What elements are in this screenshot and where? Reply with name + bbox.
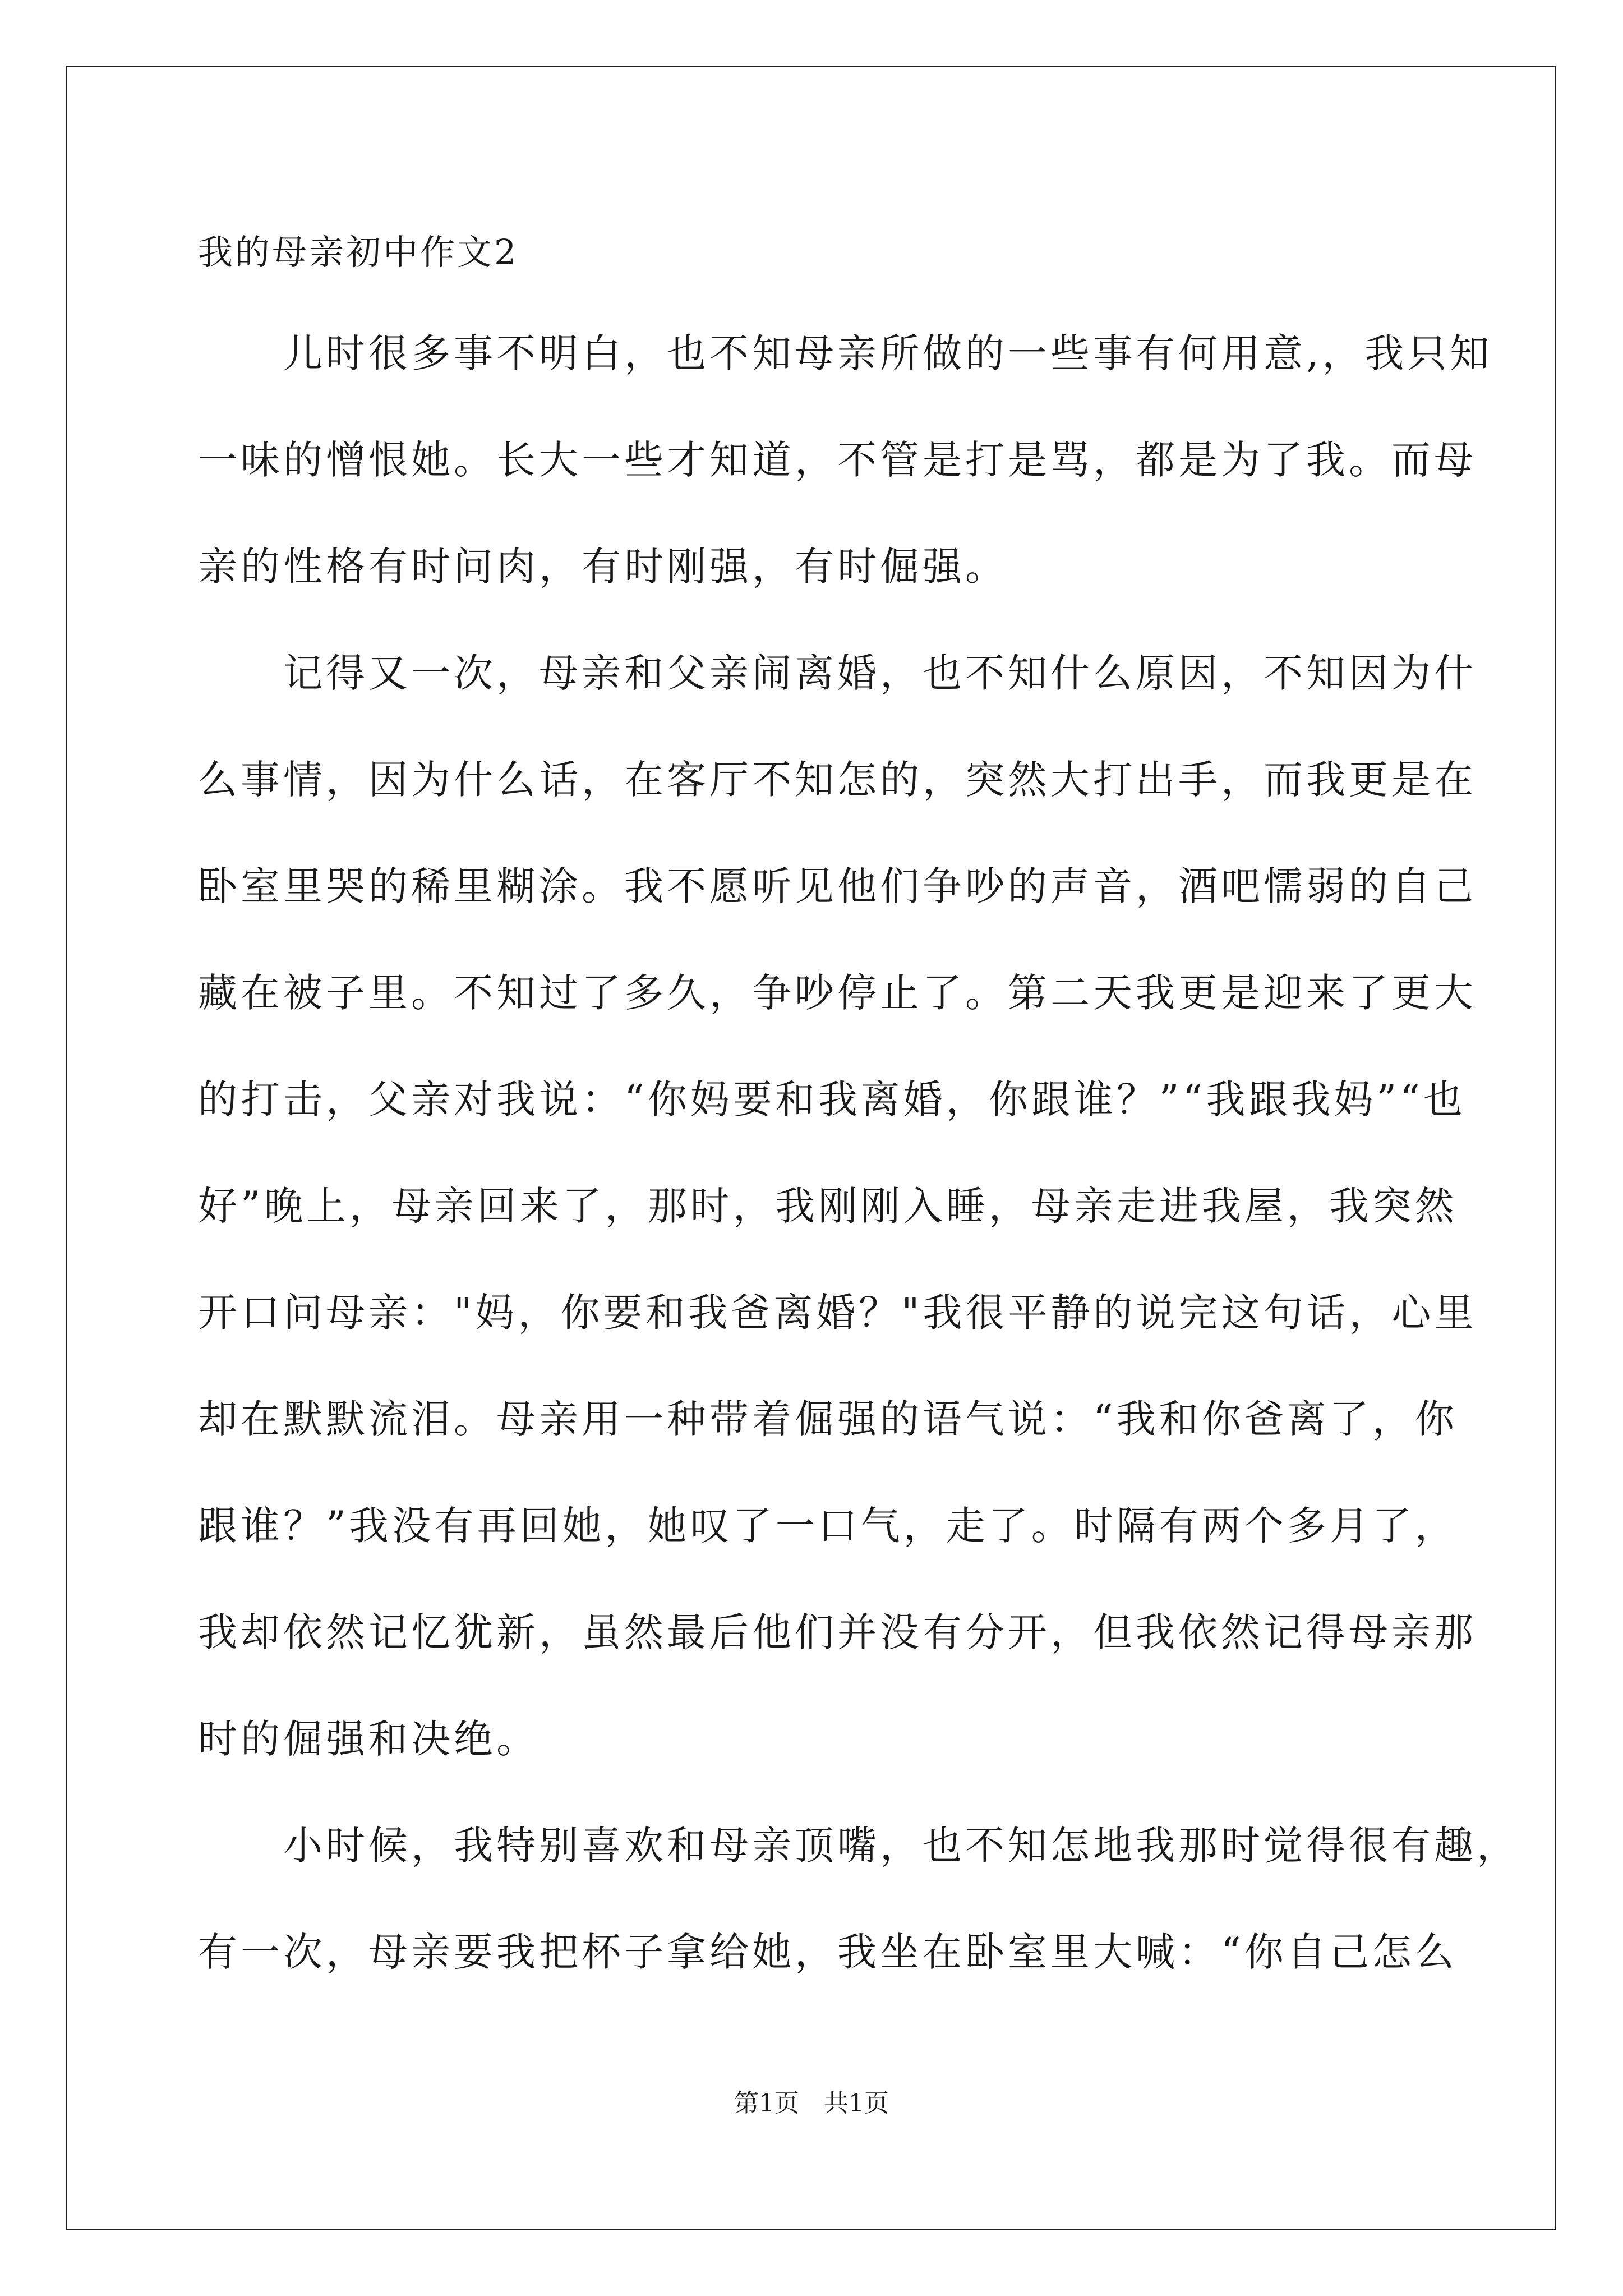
paragraph-line: 有一次，母亲要我把杯子拿给她，我坐在卧室里大喊：“你自己怎么	[198, 1929, 1458, 1975]
paragraph-line: 好”晚上，母亲回来了，那时，我刚刚入睡，母亲走进我屋，我突然	[198, 1183, 1458, 1229]
paragraph-line: 卧室里哭的稀里糊涂。我不愿听见他们争吵的声音，酒吧懦弱的自己	[198, 863, 1477, 909]
paragraph-line: 亲的性格有时问肉，有时刚强，有时倔强。	[198, 544, 1008, 590]
paragraph-line: 记得又一次，母亲和父亲闹离婚，也不知什么原因，不知因为什	[198, 650, 1477, 696]
page-border	[66, 66, 1556, 2230]
paragraph-line: 小时候，我特别喜欢和母亲顶嘴，也不知怎地我那时觉得很有趣，	[198, 1823, 1519, 1869]
paragraph-line: 开口问母亲："妈，你要和我爸离婚？"我很平静的说完这句话，心里	[198, 1290, 1477, 1336]
paragraph-line: 的打击，父亲对我说：“你妈要和我离婚，你跟谁？”“我跟我妈”“也	[198, 1076, 1466, 1122]
paragraph-line: 么事情，因为什么话，在客厅不知怎的，突然大打出手，而我更是在	[198, 757, 1477, 803]
paragraph-line: 儿时很多事不明白，也不知母亲所做的一些事有何用意,，我只知	[198, 330, 1493, 376]
paragraph-line: 却在默默流泪。母亲用一种带着倔强的语气说：“我和你爸离了，你	[198, 1396, 1458, 1442]
paragraph-line: 一味的憎恨她。长大一些才知道，不管是打是骂，都是为了我。而母	[198, 437, 1477, 483]
paragraph-line: 跟谁？”我没有再回她，她叹了一口气，走了。时隔有两个多月了，	[198, 1503, 1458, 1549]
paragraph-line: 时的倔强和决绝。	[198, 1716, 539, 1762]
page-footer: 第1页 共1页	[734, 2089, 889, 2118]
paragraph-line: 藏在被子里。不知过了多久，争吵停止了。第二天我更是迎来了更大	[198, 970, 1477, 1016]
document-title: 我的母亲初中作文2	[198, 232, 519, 273]
paragraph-line: 我却依然记忆犹新，虽然最后他们并没有分开，但我依然记得母亲那	[198, 1609, 1477, 1655]
